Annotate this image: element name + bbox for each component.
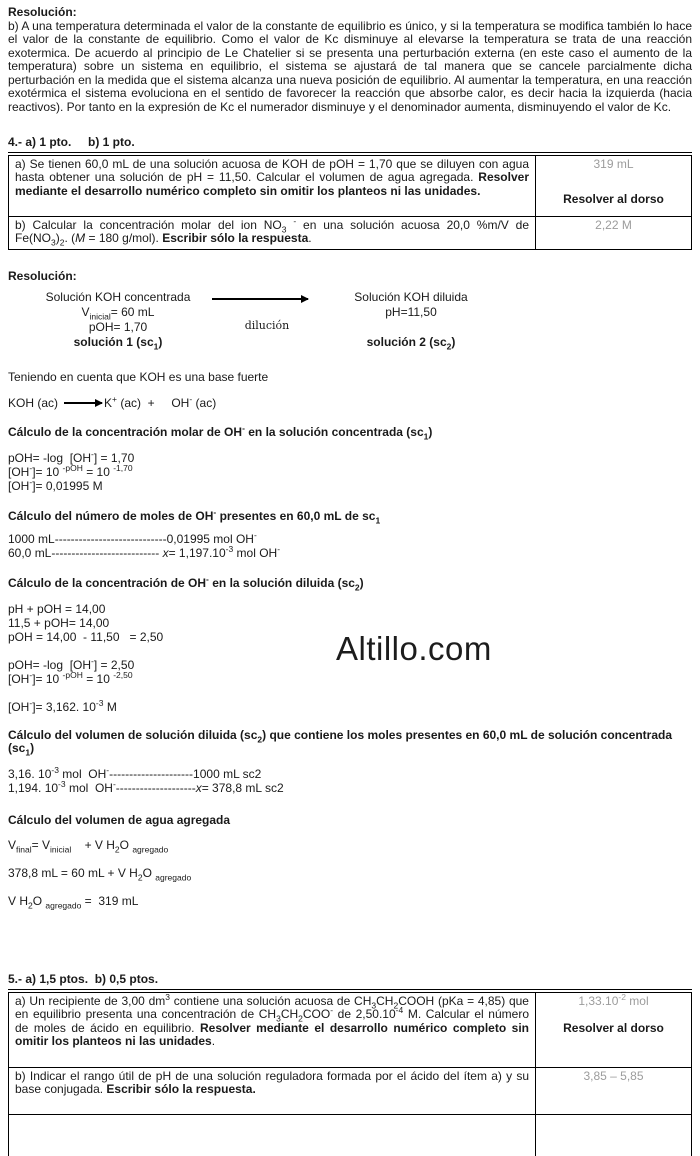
q4b-question: b) Calcular la concentración molar del ion $NO_3$ - en una solución acuosa 20,0 %m/V de $Fe(NO_3)_2$. (M = 180 g/mol). Escribir sólo la respuesta.	[9, 216, 536, 249]
q4a-note: Resolver al dorso	[563, 192, 664, 206]
altillo-watermark: Altillo.com	[336, 630, 492, 667]
table-row	[9, 992, 692, 1067]
calc-water-added-lines: $V_{final}= V_{inicial}$ + V $H_2O$ $_{agregado}$ 378,8 mL = 60 mL + V $H_2O$ $_{agregado}$ V $H_2O$ $_{agregado}$ = 319 mL	[8, 838, 192, 911]
diagram-diluted-solution: Solución KOH diluida pH=11,50 solución 2 $(sc_2)$	[354, 290, 468, 352]
dilution-diagram	[28, 291, 692, 351]
q5a-question: a) Un recipiente de 3,00 $dm^3$ contiene una solución acuosa de $CH_3CH_2COOH$ (pKa = 4,85) que en equilibrio presenta una concentración de $CH_3CH_2COO^-$ de $2,50.10^{-4}$ M. Calcular el número de moles de ácido en equilibrio. Resolver mediante el desarrollo numérico completo sin omitir los planteos ni las unidades.	[9, 992, 536, 1067]
resolucion-3b-text: b) A una temperatura determinada el valor de la constante de equilibrio es único, y si la temperatura se modifica también lo hace el valor de la constante de equilibrio. Como el valor de Kc disminuye al elevarse la temperatura se trata de una reacción exotermica. De acuerdo al principio de Le Chatelier si se presenta una perturbación externa (en este caso el aumento de la temperatura) sobre un sistema en equilibrio, el sistema se ajustará de tal manera que se cancele parcialmente dicha perturbación en la medida que el sistema alcanza una nueva posición de equilibrio. Al aumentar la temperatura, en una reacción exotérmica el sistema evoluciona en el sentido de favorecer la reacción que absorbe calor, es decir hacia la izquierda (hacia reactivos). Por tanto en la expresión de Kc el numerador disminuye y el denominador aumenta, disminuyendo el valor de Kc.	[8, 18, 692, 114]
equation-right: K+ (ac) + OH- (ac)	[104, 393, 217, 410]
equation-left: KOH (ac)	[8, 395, 59, 410]
calc-volume-diluted-heading: Cálculo del volumen de solución diluida $(sc_2)$ que contiene los moles presentes en 60,0 mL de solución concentrada $(sc_1)$	[8, 727, 673, 758]
calc-water-added-heading: Cálculo del volumen de agua agregada	[8, 812, 231, 827]
question-5-table	[8, 992, 692, 1156]
q4a-answer-cell	[536, 155, 692, 216]
table-row	[9, 1067, 692, 1114]
resolucion-3-label: Resolución:	[8, 5, 77, 19]
question-4-heading: 4.- a) 1 pto. b) 1 pto.	[8, 136, 692, 153]
table-row	[9, 155, 692, 216]
dilution-arrow-label: dilución	[244, 319, 290, 332]
q5c-question-empty	[9, 1114, 536, 1156]
calc-volume-diluted-lines: 3,16. $10^{-3}$ mol OH----------------------1000 mL sc2 1,194. $10^{-3}$ mol OH---------------------x= 378,8 mL sc2	[8, 764, 284, 795]
strong-base-note: Teniendo en cuenta que KOH es una base fuerte	[8, 370, 269, 384]
q5a-answer: $1,33.10^{-2}$ mol	[578, 991, 649, 1008]
calc-oh-diluted-heading: Cálculo de la concentración de OH- en la solución diluida $(sc_2)$	[8, 574, 364, 593]
table-row	[9, 216, 692, 249]
q4a-answer: 319 mL	[593, 156, 634, 171]
q4b-answer-cell	[536, 216, 692, 249]
q5b-question: b) Indicar el rango útil de pH de una solución reguladora formada por el ácido del ítem a) y su base conjugada. Escribir sólo la respuesta.	[9, 1067, 536, 1114]
calc-moles-lines: 1000 mL----------------------------0,01995 mol OH- 60,0 mL--------------------------- $x= 1,197.10^{-3}$ mol OH-	[8, 530, 281, 560]
q5b-answer-cell	[536, 1067, 692, 1114]
reaction-arrow-icon	[64, 402, 102, 404]
koh-dissociation-equation	[8, 393, 692, 411]
table-row	[9, 1114, 692, 1156]
q5a-answer-cell	[536, 992, 692, 1067]
resolucion-4-label: Resolución:	[8, 268, 77, 283]
q5b-answer: 3,85 – 5,85	[583, 1068, 644, 1083]
q5c-answer-empty	[536, 1114, 692, 1156]
calc-moles-heading: Cálculo del número de moles de OH- presentes en 60,0 mL de $sc_1$	[8, 506, 381, 525]
diagram-arrow-area	[208, 291, 326, 351]
diagram-concentrated-solution: Solución KOH concentrada $V_{inicial}= 60$ mL pOH= 1,70 solución 1 $(sc_1)$	[45, 290, 191, 352]
question-4-table	[8, 155, 692, 250]
calc-oh-concentrated-lines: pOH= -log [OH-] = 1,70 [OH-]= 10 $^{-pOH}$ = 10 $^{-1,70}$ [OH-]= 0,01995 M	[8, 448, 135, 493]
dilution-arrow-icon	[212, 298, 308, 300]
calc-oh-concentrated-heading: Cálculo de la concentración molar de OH- en la solución concentrada $(sc_1)$	[8, 423, 433, 442]
question-5-heading: 5.- a) 1,5 ptos. b) 0,5 ptos.	[8, 973, 692, 990]
calc-oh-diluted-lines: pH + pOH = 14,00 11,5 + pOH= 14,00 pOH = 14,00 - 11,50 = 2,50 pOH= -log [OH-] = 2,50 [OH-]= 10 $^{-pOH}$ = 10 $^{-2,50}$ [OH-]= 3,162. $10^{-3}$ M	[8, 601, 164, 714]
q5a-note: Resolver al dorso	[563, 1021, 664, 1035]
q4b-answer: 2,22 M	[595, 217, 632, 232]
q4a-question: a) Se tienen 60,0 mL de una solución acuosa de KOH de pOH = 1,70 que se diluyen con agua hasta obtener una solución de pH = 11,50. Calcular el volumen de agua agregada. Resolver mediante el desarrollo numérico completo sin omitir los planteos ni las unidades.	[9, 155, 536, 216]
